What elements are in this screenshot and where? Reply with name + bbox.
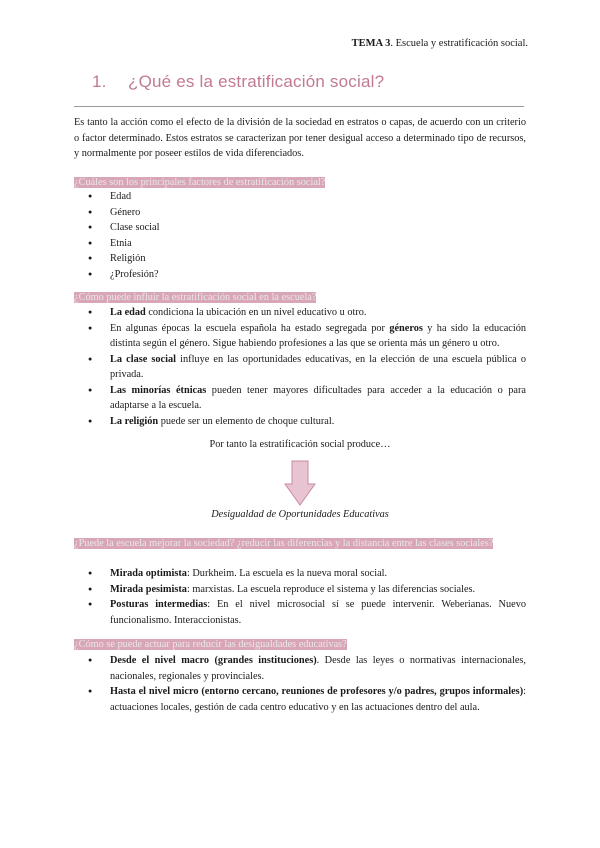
item-text: pueden tener mayores dificultades para acceder a la educación o para adaptarse a la escuela.	[110, 384, 526, 411]
header-subtitle: . Escuela y estratificación social.	[390, 38, 528, 49]
list-item: ● Clase social	[74, 220, 526, 236]
list-item	[74, 597, 526, 628]
question-influence	[74, 291, 526, 305]
item-text: : actuaciones locales, gestión de cada centro educativo y en las actuaciones dentro del aula.	[110, 686, 526, 713]
list-item	[74, 352, 526, 383]
item-bold: Posturas intermedias	[110, 599, 208, 610]
item-text: . Desde las leyes o normativas internacionales, nacionales, regionales y provinciales.	[110, 655, 526, 682]
item-text: puede ser un elemento de choque cultural.	[158, 415, 335, 427]
result-text: Desigualdad de Oportunidades Educativas	[211, 509, 389, 520]
list-item: ● Etnia	[74, 236, 526, 252]
list-item	[74, 684, 526, 715]
section-number: 1.	[92, 72, 107, 91]
item-text: : marxistas. La escuela reproduce el sistema y las diferencias sociales.	[186, 583, 476, 595]
item-text: y ha sido la educación distinta según el género. Sigue habiendo profesiones a las que se orienta más un género u otro.	[110, 322, 526, 349]
list-item: ● ¿Profesión?	[74, 267, 526, 283]
list-item: ● Género	[74, 205, 526, 221]
item-bold: La religión	[110, 415, 159, 427]
question-factors	[74, 176, 526, 190]
item-text: En algunas épocas la escuela española ha estado segregada por	[110, 322, 390, 334]
section-title	[92, 72, 384, 92]
header-topic: TEMA 3	[351, 38, 391, 49]
list-item: ● Edad	[74, 189, 526, 205]
list-item	[74, 414, 526, 430]
question-improve-text: ¿Puede la escuela mejorar la sociedad? ¿reducir las diferencias y la distancia entre las clases sociales?	[74, 538, 494, 549]
item-text: : Durkheim. La escuela es la nueva moral social.	[186, 568, 388, 579]
list-item	[74, 305, 526, 321]
item-bold: Desde el nivel macro (grandes instituciones)	[110, 655, 317, 666]
item-text: influye en las oportunidades educativas, en la elección de una escuela pública o privada.	[110, 353, 527, 380]
title-divider	[74, 106, 524, 107]
factors-list	[74, 189, 526, 282]
item-bold: géneros	[389, 322, 423, 334]
item-bold: Mirada optimista	[110, 568, 187, 579]
item-bold: La clase social	[110, 353, 177, 365]
item-bold: La edad	[110, 307, 146, 318]
item-text: : En el nivel microsocial sí se puede intervenir. Weberianas. Nuevo funcionalismo. Interaccionistas.	[110, 599, 526, 626]
question-influence-text: ¿Cómo puede influir la estratificación social en la escuela?	[74, 292, 317, 303]
item-text: condiciona la ubicación en un nivel educativo u otro.	[145, 307, 367, 318]
question-factors-text: ¿Cuáles son los principales factores de estratificación social?	[74, 177, 326, 188]
list-item	[74, 321, 526, 352]
influence-list	[74, 305, 526, 429]
question-actions	[74, 638, 526, 652]
section-title-text: ¿Qué es la estratificación social?	[128, 72, 385, 91]
question-actions-text: ¿Cómo se puede actuar para reducir las desigualdades educativas?	[74, 639, 347, 650]
list-item	[74, 653, 526, 684]
question-improve	[74, 537, 526, 551]
item-bold: Las minorías étnicas	[110, 384, 207, 396]
list-item	[74, 582, 526, 598]
views-list	[74, 566, 526, 628]
list-item	[74, 566, 526, 582]
actions-list	[74, 653, 526, 715]
page-header	[352, 38, 528, 49]
list-item: ● Religión	[74, 251, 526, 267]
list-item	[74, 383, 526, 414]
intro-paragraph: Es tanto la acción como el efecto de la división de la sociedad en estratos o capas, de acuerdo con un criterio o factor determinado. Estos estratos se caracterizan por tener desigual acceso a determinado tipo de recursos, y normalmente por poseer estilos de vida diferenciados.	[74, 117, 526, 159]
conclusion-text: Por tanto la estratificación social produce…	[209, 439, 391, 450]
down-arrow-icon	[284, 460, 316, 506]
item-bold: Hasta el nivel micro (entorno cercano, reuniones de profesores y/o padres, grupos informales)	[110, 686, 524, 697]
item-bold: Mirada pesimista	[110, 583, 187, 595]
